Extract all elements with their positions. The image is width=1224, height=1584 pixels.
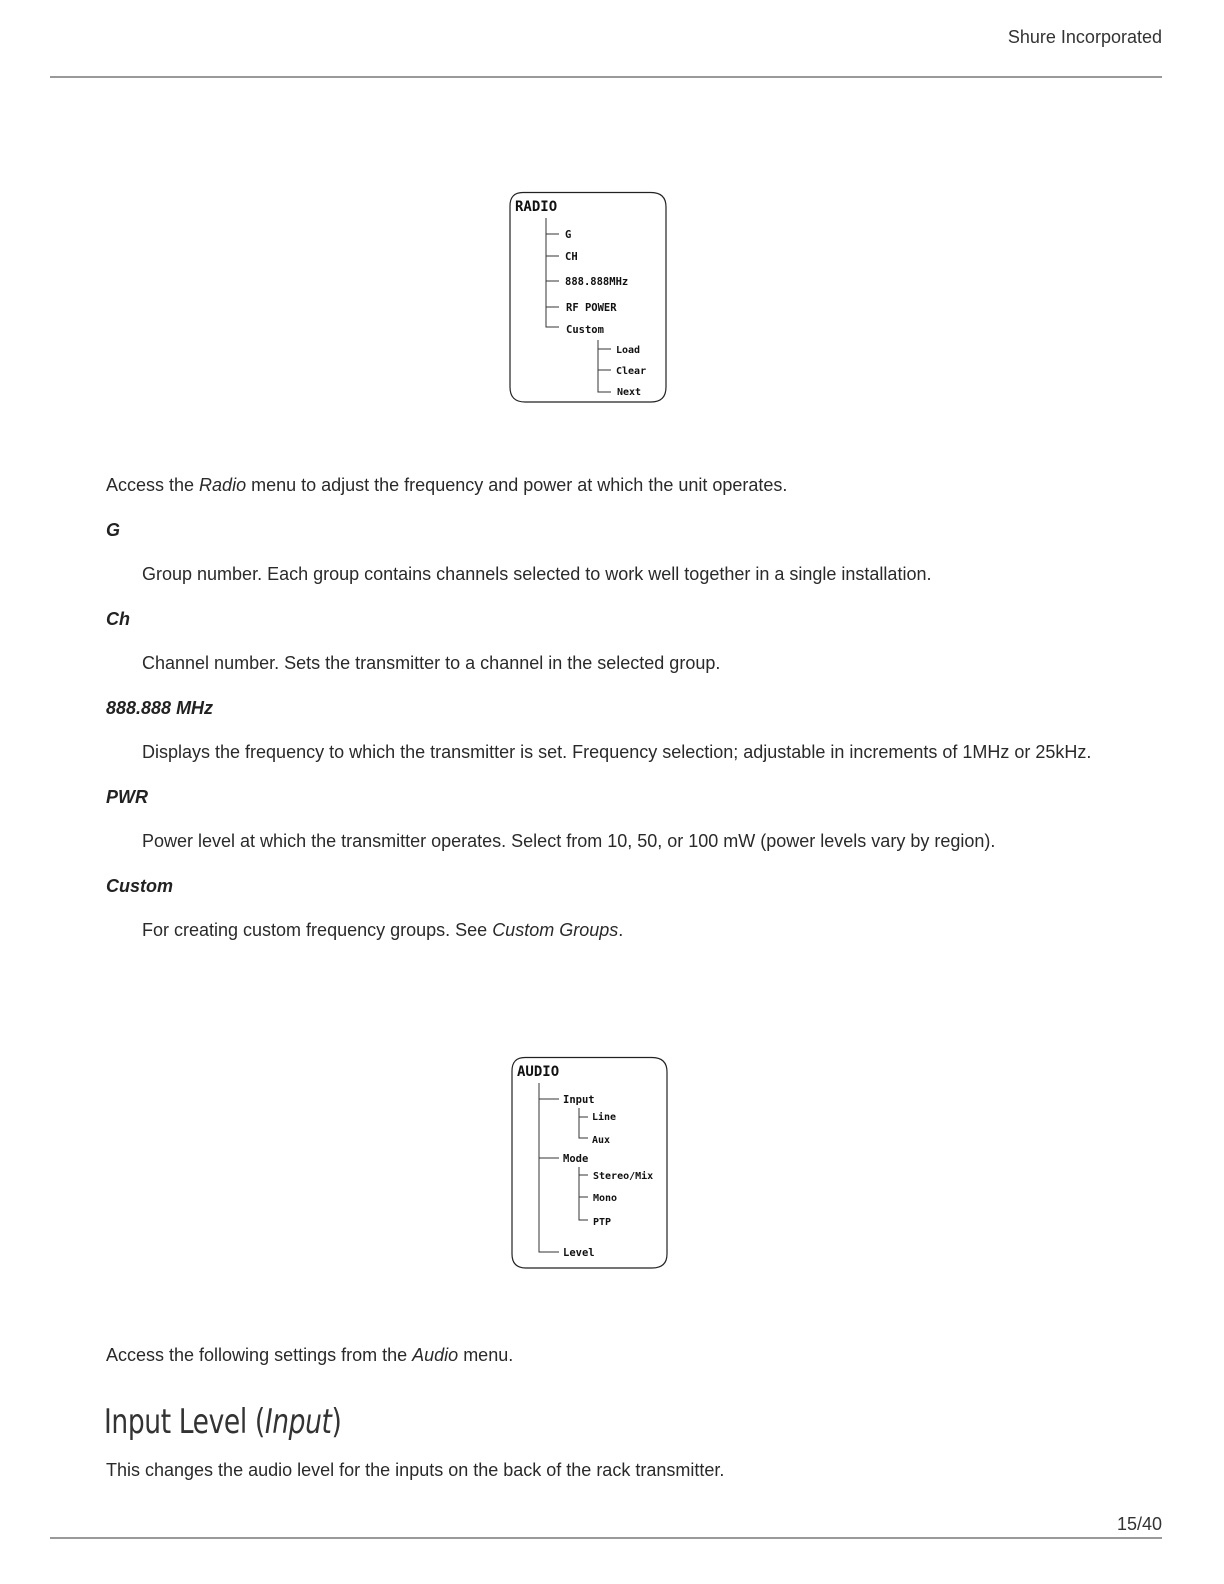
desc-pwr: Power level at which the transmitter operates. Select from 10, 50, or 100 mW (power levels vary by region). <box>142 831 996 851</box>
radio-custom-load: Load <box>616 345 641 356</box>
audio-mode-ptp: PTP <box>593 1217 612 1228</box>
radio-intro: Access the Radio menu to adjust the frequency and power at which the unit operates. <box>106 475 788 495</box>
desc-ch: Channel number. Sets the transmitter to a channel in the selected group. <box>142 653 721 673</box>
audio-menu-diagram <box>511 1057 668 1270</box>
audio-menu-tree <box>539 1083 559 1252</box>
radio-item-ch: CH <box>565 251 578 263</box>
radio-item-rf-power: RF POWER <box>566 302 617 314</box>
radio-menu-title: RADIO <box>515 199 558 215</box>
section-heading-input-level: Input Level (Input) <box>104 1402 342 1442</box>
radio-custom-clear: Clear <box>616 366 647 377</box>
audio-item-mode: Mode <box>563 1153 589 1165</box>
radio-custom-next: Next <box>617 387 642 398</box>
radio-menu-svg <box>509 192 667 404</box>
audio-input-aux: Aux <box>592 1135 611 1146</box>
term-frequency: 888.888 MHz <box>106 698 214 718</box>
term-g: G <box>106 520 121 540</box>
audio-menu-title: AUDIO <box>517 1064 560 1080</box>
page-number: 15/40 <box>1116 1514 1162 1534</box>
term-custom: Custom <box>106 876 173 896</box>
radio-item-custom: Custom <box>566 324 604 336</box>
header-company: Shure Incorporated <box>1007 27 1162 47</box>
audio-menu-svg <box>511 1057 668 1270</box>
footer-rule <box>50 1537 1162 1539</box>
audio-input-line: Line <box>592 1112 617 1123</box>
term-pwr: PWR <box>106 787 148 807</box>
radio-menu-diagram <box>509 192 667 404</box>
desc-custom: For creating custom frequency groups. See Custom Groups. <box>142 920 624 940</box>
audio-menu-frame <box>512 1058 667 1269</box>
radio-menu-tree <box>546 218 559 327</box>
audio-intro: Access the following settings from the Audio menu. <box>106 1345 514 1365</box>
audio-mode-mono: Mono <box>593 1193 618 1204</box>
desc-g: Group number. Each group contains channels selected to work well together in a single installation. <box>142 564 932 584</box>
radio-item-frequency: 888.888MHz <box>565 276 629 288</box>
desc-frequency: Displays the frequency to which the transmitter is set. Frequency selection; adjustable in increments of 1MHz or 25kHz. <box>142 742 1092 762</box>
radio-custom-tree <box>598 340 611 392</box>
audio-mode-stereo-mix: Stereo/Mix <box>593 1171 654 1182</box>
radio-item-g: G <box>565 229 572 241</box>
audio-item-input: Input <box>563 1094 595 1106</box>
term-ch: Ch <box>106 609 130 629</box>
header-rule <box>50 76 1162 78</box>
audio-item-level: Level <box>563 1247 595 1259</box>
audio-input-tree <box>579 1108 588 1138</box>
section-body: This changes the audio level for the inputs on the back of the rack transmitter. <box>106 1460 725 1480</box>
custom-groups-link[interactable]: Custom Groups <box>492 920 619 940</box>
audio-mode-tree <box>579 1167 588 1220</box>
